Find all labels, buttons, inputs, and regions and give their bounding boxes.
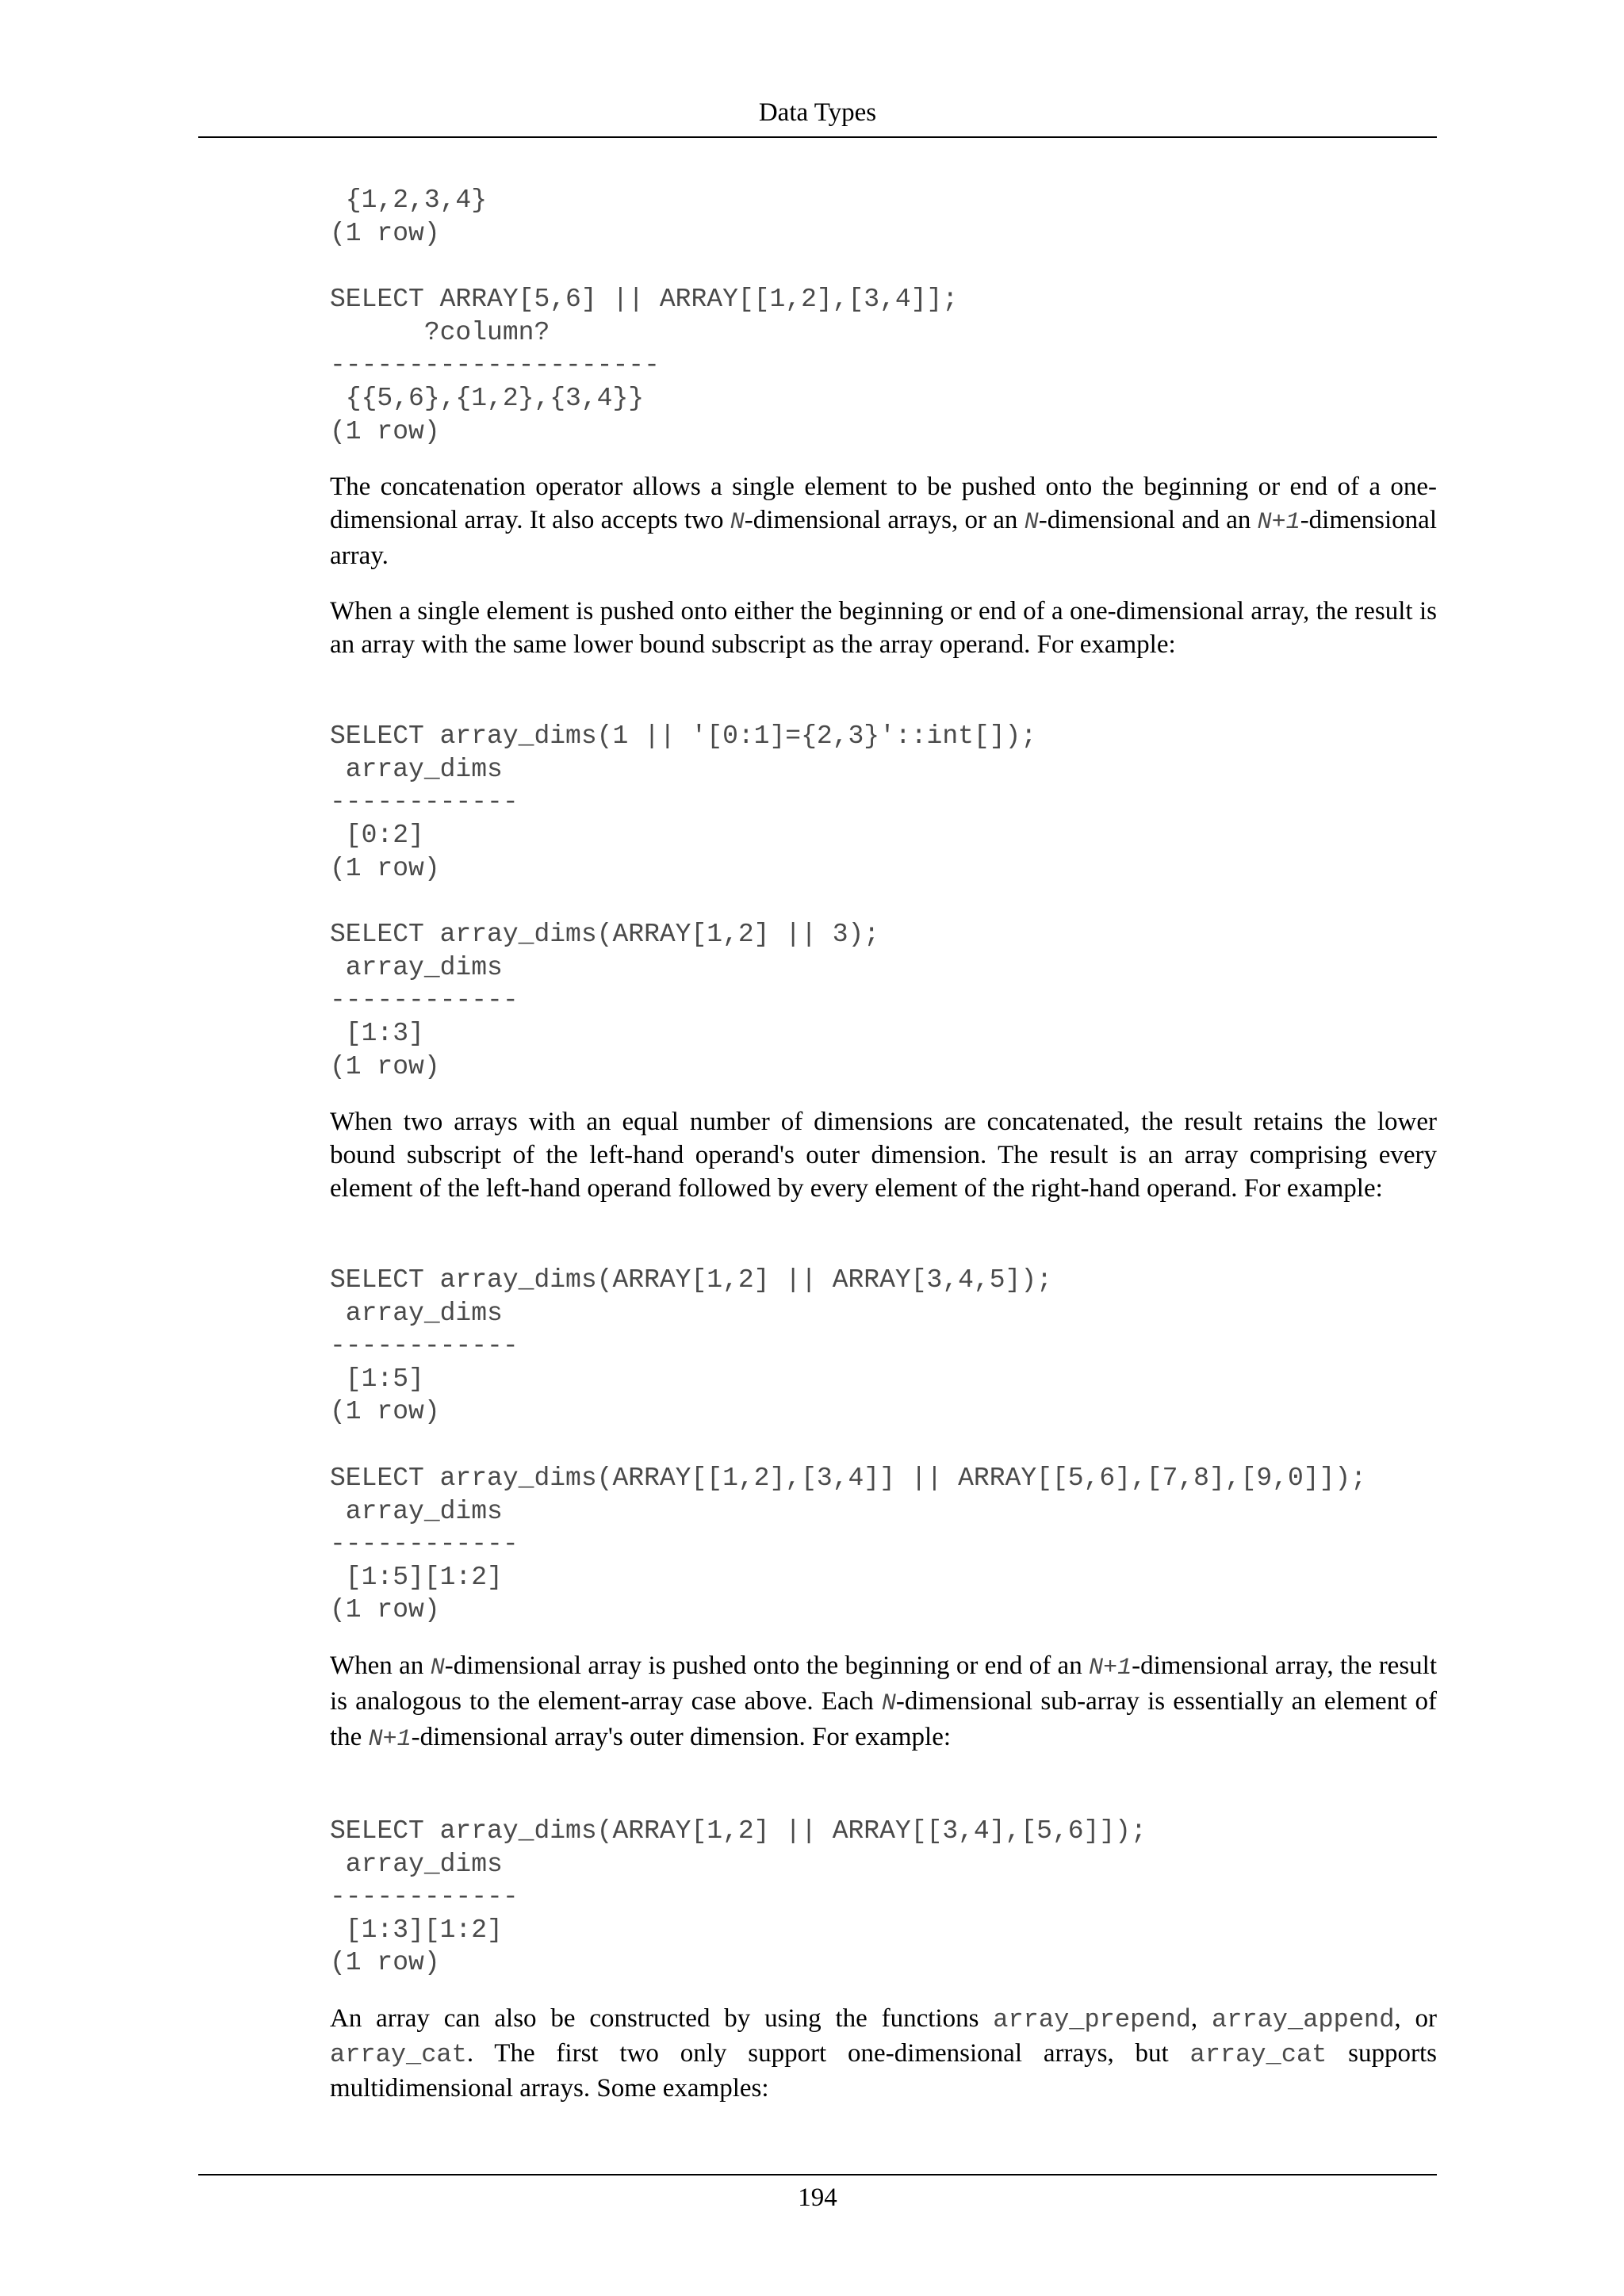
paragraph-equal-dimensions: When two arrays with an equal number of dimensions are concatenated, the result retains the lower bound subscript of the left-hand operand's outer dimension. The result is an array comprising every element of the left-hand operand followed by every element of the right-hand operand. For example: bbox=[330, 1108, 1437, 1203]
page-header: Data Types bbox=[758, 98, 877, 127]
code-example-1d-concat: SELECT array_dims(ARRAY[1,2] || ARRAY[3,4,5]); array_dims ------------ [1:5] (1 row) bbox=[330, 1265, 1052, 1427]
code-example-append-element: SELECT array_dims(ARRAY[1,2] || 3); array_dims ------------ [1:3] (1 row) bbox=[330, 920, 880, 1081]
footer-rule bbox=[198, 2174, 1437, 2175]
code-example-mixed-dims: SELECT array_dims(ARRAY[1,2] || ARRAY[[3,4],[5,6]]); array_dims ------------ [1:3][1:2] (1 row) bbox=[330, 1816, 1147, 1978]
page-number: 194 bbox=[798, 2183, 837, 2212]
code-example-prepend-element: SELECT array_dims(1 || '[0:1]={2,3}'::int[]); array_dims ------------ [0:2] (1 row) bbox=[330, 721, 1037, 883]
paragraph-concatenation-operator: The concatenation operator allows a single element to be pushed onto the beginning or end of a one-dimensional array. It also accepts two N-dimensional arrays, or an N-dimensional and an N+1-dimensional array. bbox=[330, 473, 1437, 571]
header-rule bbox=[198, 136, 1437, 138]
paragraph-n-dimensional: When an N-dimensional array is pushed onto the beginning or end of an N+1-dimensional array, the result is analogous to the element-array case above. Each N-dimensional sub-array is essentially an element of the N+1-dimensional array's outer dimension. For example: bbox=[330, 1651, 1438, 1754]
code-example-result-tail: {1,2,3,4} (1 row) bbox=[330, 186, 488, 248]
page-content bbox=[330, 184, 1437, 2105]
paragraph-single-element: When a single element is pushed onto either the beginning or end of a one-dimensional array, the result is an array with the same lower bound subscript as the array operand. For example: bbox=[330, 597, 1437, 660]
code-example-nested-concat: SELECT ARRAY[5,6] || ARRAY[[1,2],[3,4]]; ?column? --------------------- {{5,6},{1,2},{3,4}} (1 row) bbox=[330, 285, 959, 446]
code-example-2d-concat: SELECT array_dims(ARRAY[[1,2],[3,4]] || ARRAY[[5,6],[7,8],[9,0]]); array_dims ------------ [1:5][1:2] (1 row) bbox=[330, 1464, 1367, 1625]
paragraph-array-functions: An array can also be constructed by using the functions array_prepend, array_append, or array_cat. The first two only support one-dimensional arrays, but array_cat supports multidimensional arrays. Some examples: bbox=[330, 2004, 1438, 2103]
